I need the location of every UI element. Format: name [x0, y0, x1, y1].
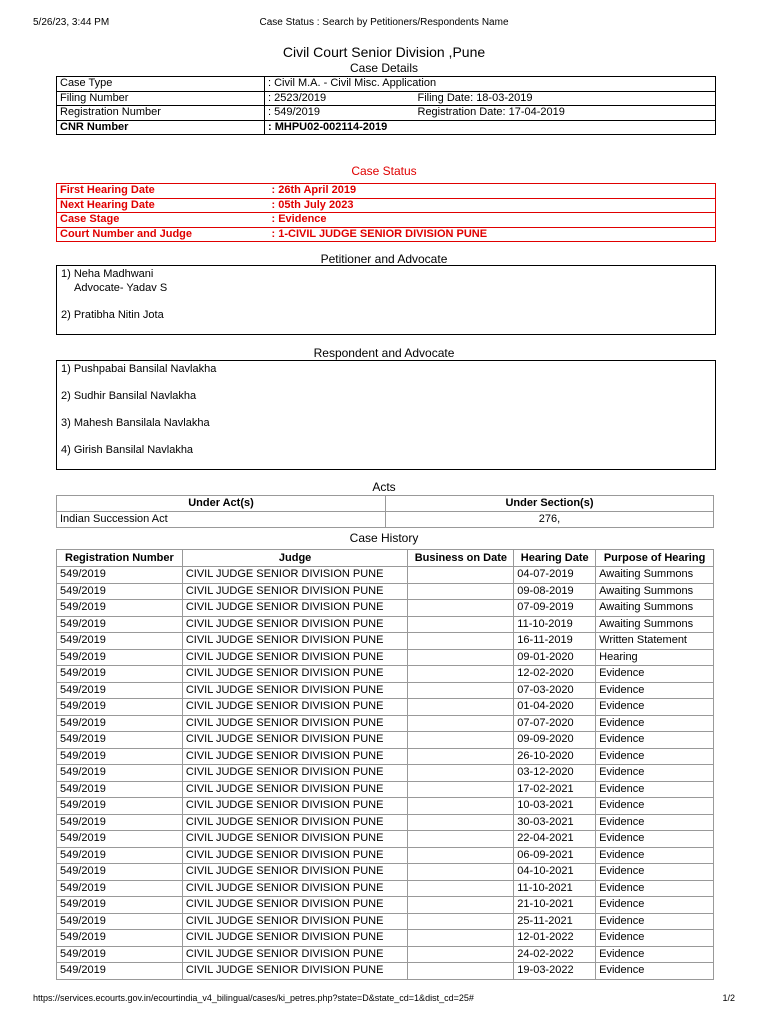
purpose-of-hearing-cell: Evidence [596, 814, 714, 831]
purpose-of-hearing-cell: Evidence [596, 913, 714, 930]
business-on-date-cell [408, 930, 514, 947]
status-row [57, 184, 716, 199]
status-value: : 26th April 2019 [269, 184, 716, 199]
petitioner-advocate: Advocate- Yadav S [74, 282, 168, 294]
hearing-date-cell: 07-09-2019 [514, 600, 596, 617]
judge-cell: CIVIL JUDGE SENIOR DIVISION PUNE [182, 748, 408, 765]
hearing-date-cell: 07-03-2020 [514, 682, 596, 699]
business-on-date-cell [408, 880, 514, 897]
judge-cell: CIVIL JUDGE SENIOR DIVISION PUNE [182, 715, 408, 732]
registration-number-cell: 549/2019 [57, 864, 183, 881]
judge-cell: CIVIL JUDGE SENIOR DIVISION PUNE [182, 880, 408, 897]
registration-number-cell: 549/2019 [57, 847, 183, 864]
judge-cell: CIVIL JUDGE SENIOR DIVISION PUNE [182, 930, 408, 947]
purpose-of-hearing-cell: Awaiting Summons [596, 567, 714, 584]
history-row [57, 715, 714, 732]
status-value: : Evidence [269, 213, 716, 228]
filing-number-label: Filing Number [57, 91, 265, 106]
history-row [57, 732, 714, 749]
case-details-heading: Case Details [349, 61, 419, 75]
history-row [57, 649, 714, 666]
filing-number-value: : 2523/2019 [265, 91, 415, 106]
registration-number-cell: 549/2019 [57, 897, 183, 914]
history-row [57, 946, 714, 963]
business-on-date-cell [408, 864, 514, 881]
history-row [57, 781, 714, 798]
respondent-entry: 3) Mahesh Bansilala Navlakha [61, 417, 210, 429]
hearing-date-cell: 06-09-2021 [514, 847, 596, 864]
history-header-row [57, 550, 714, 567]
registration-number-cell: 549/2019 [57, 583, 183, 600]
registration-number-cell: 549/2019 [57, 913, 183, 930]
cnr-label: CNR Number [57, 120, 265, 135]
petitioner-entry [61, 308, 711, 322]
registration-number-cell: 549/2019 [57, 699, 183, 716]
hearing-date-cell: 04-10-2021 [514, 864, 596, 881]
filing-date: Filing Date: 18-03-2019 [415, 91, 716, 106]
judge-cell: CIVIL JUDGE SENIOR DIVISION PUNE [182, 666, 408, 683]
acts-col-section: Under Section(s) [386, 496, 714, 512]
judge-cell: CIVIL JUDGE SENIOR DIVISION PUNE [182, 699, 408, 716]
business-on-date-cell [408, 699, 514, 716]
purpose-of-hearing-cell: Evidence [596, 732, 714, 749]
judge-cell: CIVIL JUDGE SENIOR DIVISION PUNE [182, 732, 408, 749]
case-status-heading: Case Status [351, 164, 417, 178]
judge-cell: CIVIL JUDGE SENIOR DIVISION PUNE [182, 583, 408, 600]
status-label: Next Hearing Date [57, 198, 269, 213]
respondent-heading: Respondent and Advocate [313, 346, 455, 360]
hearing-date-cell: 12-02-2020 [514, 666, 596, 683]
judge-cell: CIVIL JUDGE SENIOR DIVISION PUNE [182, 864, 408, 881]
registration-number-cell: 549/2019 [57, 798, 183, 815]
filing-number-row [57, 91, 716, 106]
purpose-of-hearing-cell: Awaiting Summons [596, 616, 714, 633]
hearing-date-cell: 09-01-2020 [514, 649, 596, 666]
judge-cell: CIVIL JUDGE SENIOR DIVISION PUNE [182, 567, 408, 584]
judge-cell: CIVIL JUDGE SENIOR DIVISION PUNE [182, 963, 408, 980]
business-on-date-cell [408, 649, 514, 666]
history-row [57, 814, 714, 831]
history-row [57, 963, 714, 980]
hearing-date-cell: 10-03-2021 [514, 798, 596, 815]
case-history-table [56, 549, 714, 980]
history-row [57, 930, 714, 947]
case-status-table [56, 183, 716, 242]
history-row [57, 913, 714, 930]
history-row [57, 600, 714, 617]
status-label: Case Stage [57, 213, 269, 228]
judge-cell: CIVIL JUDGE SENIOR DIVISION PUNE [182, 649, 408, 666]
print-url: https://services.ecourts.gov.in/ecourtindia_v4_bilingual/cases/ki_petres.php?state=D&state_cd=1&dist_cd=25# [33, 993, 474, 1003]
hearing-date-cell: 12-01-2022 [514, 930, 596, 947]
col-purpose-of-hearing: Purpose of Hearing [596, 550, 714, 567]
col-registration-number: Registration Number [57, 550, 183, 567]
cnr-row [57, 120, 716, 135]
business-on-date-cell [408, 781, 514, 798]
judge-cell: CIVIL JUDGE SENIOR DIVISION PUNE [182, 946, 408, 963]
business-on-date-cell [408, 600, 514, 617]
registration-date: Registration Date: 17-04-2019 [415, 106, 716, 121]
registration-number-row [57, 106, 716, 121]
registration-number-cell: 549/2019 [57, 633, 183, 650]
acts-row [57, 512, 714, 528]
hearing-date-cell: 04-07-2019 [514, 567, 596, 584]
respondent-box [56, 360, 716, 470]
purpose-of-hearing-cell: Evidence [596, 864, 714, 881]
history-row [57, 682, 714, 699]
registration-number-cell: 549/2019 [57, 930, 183, 947]
registration-number-cell: 549/2019 [57, 732, 183, 749]
purpose-of-hearing-cell: Evidence [596, 946, 714, 963]
judge-cell: CIVIL JUDGE SENIOR DIVISION PUNE [182, 814, 408, 831]
business-on-date-cell [408, 765, 514, 782]
act-name: Indian Succession Act [57, 512, 386, 528]
judge-cell: CIVIL JUDGE SENIOR DIVISION PUNE [182, 616, 408, 633]
purpose-of-hearing-cell: Evidence [596, 682, 714, 699]
col-hearing-date: Hearing Date [514, 550, 596, 567]
purpose-of-hearing-cell: Awaiting Summons [596, 600, 714, 617]
judge-cell: CIVIL JUDGE SENIOR DIVISION PUNE [182, 831, 408, 848]
registration-number-cell: 549/2019 [57, 946, 183, 963]
act-section: 276, [386, 512, 714, 528]
hearing-date-cell: 11-10-2019 [514, 616, 596, 633]
purpose-of-hearing-cell: Evidence [596, 930, 714, 947]
hearing-date-cell: 03-12-2020 [514, 765, 596, 782]
case-history-heading: Case History [349, 531, 419, 545]
col-business-on-date: Business on Date [408, 550, 514, 567]
respondent-entry: 4) Girish Bansilal Navlakha [61, 444, 194, 456]
status-value: : 1-CIVIL JUDGE SENIOR DIVISION PUNE [271, 227, 488, 240]
purpose-of-hearing-cell: Evidence [596, 699, 714, 716]
business-on-date-cell [408, 583, 514, 600]
purpose-of-hearing-cell: Evidence [596, 715, 714, 732]
history-row [57, 880, 714, 897]
history-row [57, 847, 714, 864]
hearing-date-cell: 25-11-2021 [514, 913, 596, 930]
judge-cell: CIVIL JUDGE SENIOR DIVISION PUNE [182, 847, 408, 864]
registration-number-cell: 549/2019 [57, 748, 183, 765]
business-on-date-cell [408, 897, 514, 914]
history-row [57, 897, 714, 914]
hearing-date-cell: 24-02-2022 [514, 946, 596, 963]
judge-cell: CIVIL JUDGE SENIOR DIVISION PUNE [182, 682, 408, 699]
registration-number-cell: 549/2019 [57, 600, 183, 617]
purpose-of-hearing-cell: Written Statement [596, 633, 714, 650]
judge-cell: CIVIL JUDGE SENIOR DIVISION PUNE [182, 765, 408, 782]
petitioner-box [56, 265, 716, 335]
status-value: : 05th July 2023 [269, 198, 716, 213]
hearing-date-cell: 22-04-2021 [514, 831, 596, 848]
respondent-entry: 2) Sudhir Bansilal Navlakha [61, 390, 197, 402]
hearing-date-cell: 16-11-2019 [514, 633, 596, 650]
history-row [57, 798, 714, 815]
print-page-title: Case Status : Search by Petitioners/Respondents Name [259, 17, 509, 28]
registration-number-label: Registration Number [57, 106, 265, 121]
business-on-date-cell [408, 913, 514, 930]
purpose-of-hearing-cell: Evidence [596, 798, 714, 815]
petitioner-entry [61, 267, 711, 295]
status-label: Court Number and Judge [60, 227, 193, 240]
business-on-date-cell [408, 715, 514, 732]
status-label: First Hearing Date [57, 184, 269, 199]
case-details-table [56, 76, 716, 135]
purpose-of-hearing-cell: Evidence [596, 666, 714, 683]
registration-number-cell: 549/2019 [57, 765, 183, 782]
registration-number-value: : 549/2019 [265, 106, 415, 121]
history-row [57, 583, 714, 600]
col-judge: Judge [182, 550, 408, 567]
acts-col-act: Under Act(s) [57, 496, 386, 512]
business-on-date-cell [408, 946, 514, 963]
purpose-of-hearing-cell: Evidence [596, 781, 714, 798]
print-timestamp: 5/26/23, 3:44 PM [33, 17, 110, 28]
cnr-value: : MHPU02-002114-2019 [268, 120, 388, 133]
purpose-of-hearing-cell: Hearing [596, 649, 714, 666]
history-row [57, 633, 714, 650]
respondent-entry: 1) Pushpabai Bansilal Navlakha [61, 363, 217, 375]
status-row [57, 198, 716, 213]
hearing-date-cell: 30-03-2021 [514, 814, 596, 831]
acts-table [56, 495, 714, 528]
hearing-date-cell: 09-09-2020 [514, 732, 596, 749]
registration-number-cell: 549/2019 [57, 814, 183, 831]
business-on-date-cell [408, 682, 514, 699]
purpose-of-hearing-cell: Evidence [596, 765, 714, 782]
petitioner-heading: Petitioner and Advocate [320, 252, 448, 266]
history-row [57, 666, 714, 683]
business-on-date-cell [408, 633, 514, 650]
registration-number-cell: 549/2019 [57, 616, 183, 633]
history-row [57, 699, 714, 716]
history-body [57, 567, 714, 980]
purpose-of-hearing-cell: Evidence [596, 831, 714, 848]
judge-cell: CIVIL JUDGE SENIOR DIVISION PUNE [182, 913, 408, 930]
judge-cell: CIVIL JUDGE SENIOR DIVISION PUNE [182, 897, 408, 914]
registration-number-cell: 549/2019 [57, 880, 183, 897]
business-on-date-cell [408, 666, 514, 683]
hearing-date-cell: 19-03-2022 [514, 963, 596, 980]
case-type-value: : Civil M.A. - Civil Misc. Application [265, 77, 716, 92]
business-on-date-cell [408, 616, 514, 633]
registration-number-cell: 549/2019 [57, 831, 183, 848]
hearing-date-cell: 01-04-2020 [514, 699, 596, 716]
print-page-number: 1/2 [722, 993, 735, 1003]
court-title: Civil Court Senior Division ,Pune [282, 44, 486, 60]
registration-number-cell: 549/2019 [57, 715, 183, 732]
purpose-of-hearing-cell: Evidence [596, 963, 714, 980]
petitioner-name: 1) Neha Madhwani [61, 268, 154, 280]
history-row [57, 748, 714, 765]
business-on-date-cell [408, 748, 514, 765]
history-row [57, 831, 714, 848]
hearing-date-cell: 17-02-2021 [514, 781, 596, 798]
hearing-date-cell: 21-10-2021 [514, 897, 596, 914]
business-on-date-cell [408, 963, 514, 980]
print-header [33, 17, 735, 31]
history-row [57, 864, 714, 881]
purpose-of-hearing-cell: Evidence [596, 897, 714, 914]
status-row [57, 227, 716, 242]
business-on-date-cell [408, 732, 514, 749]
purpose-of-hearing-cell: Evidence [596, 880, 714, 897]
petitioner-name: 2) Pratibha Nitin Jota [61, 309, 164, 321]
case-type-label: Case Type [57, 77, 265, 92]
hearing-date-cell: 11-10-2021 [514, 880, 596, 897]
business-on-date-cell [408, 567, 514, 584]
business-on-date-cell [408, 831, 514, 848]
acts-header-row [57, 496, 714, 512]
registration-number-cell: 549/2019 [57, 567, 183, 584]
registration-number-cell: 549/2019 [57, 649, 183, 666]
business-on-date-cell [408, 798, 514, 815]
judge-cell: CIVIL JUDGE SENIOR DIVISION PUNE [182, 781, 408, 798]
registration-number-cell: 549/2019 [57, 682, 183, 699]
history-row [57, 765, 714, 782]
hearing-date-cell: 09-08-2019 [514, 583, 596, 600]
history-row [57, 616, 714, 633]
registration-number-cell: 549/2019 [57, 781, 183, 798]
purpose-of-hearing-cell: Awaiting Summons [596, 583, 714, 600]
hearing-date-cell: 07-07-2020 [514, 715, 596, 732]
registration-number-cell: 549/2019 [57, 666, 183, 683]
case-type-row [57, 77, 716, 92]
judge-cell: CIVIL JUDGE SENIOR DIVISION PUNE [182, 633, 408, 650]
status-row [57, 213, 716, 228]
registration-number-cell: 549/2019 [57, 963, 183, 980]
history-row [57, 567, 714, 584]
purpose-of-hearing-cell: Evidence [596, 847, 714, 864]
judge-cell: CIVIL JUDGE SENIOR DIVISION PUNE [182, 798, 408, 815]
judge-cell: CIVIL JUDGE SENIOR DIVISION PUNE [182, 600, 408, 617]
business-on-date-cell [408, 847, 514, 864]
business-on-date-cell [408, 814, 514, 831]
hearing-date-cell: 26-10-2020 [514, 748, 596, 765]
acts-heading: Acts [372, 480, 396, 494]
purpose-of-hearing-cell: Evidence [596, 748, 714, 765]
